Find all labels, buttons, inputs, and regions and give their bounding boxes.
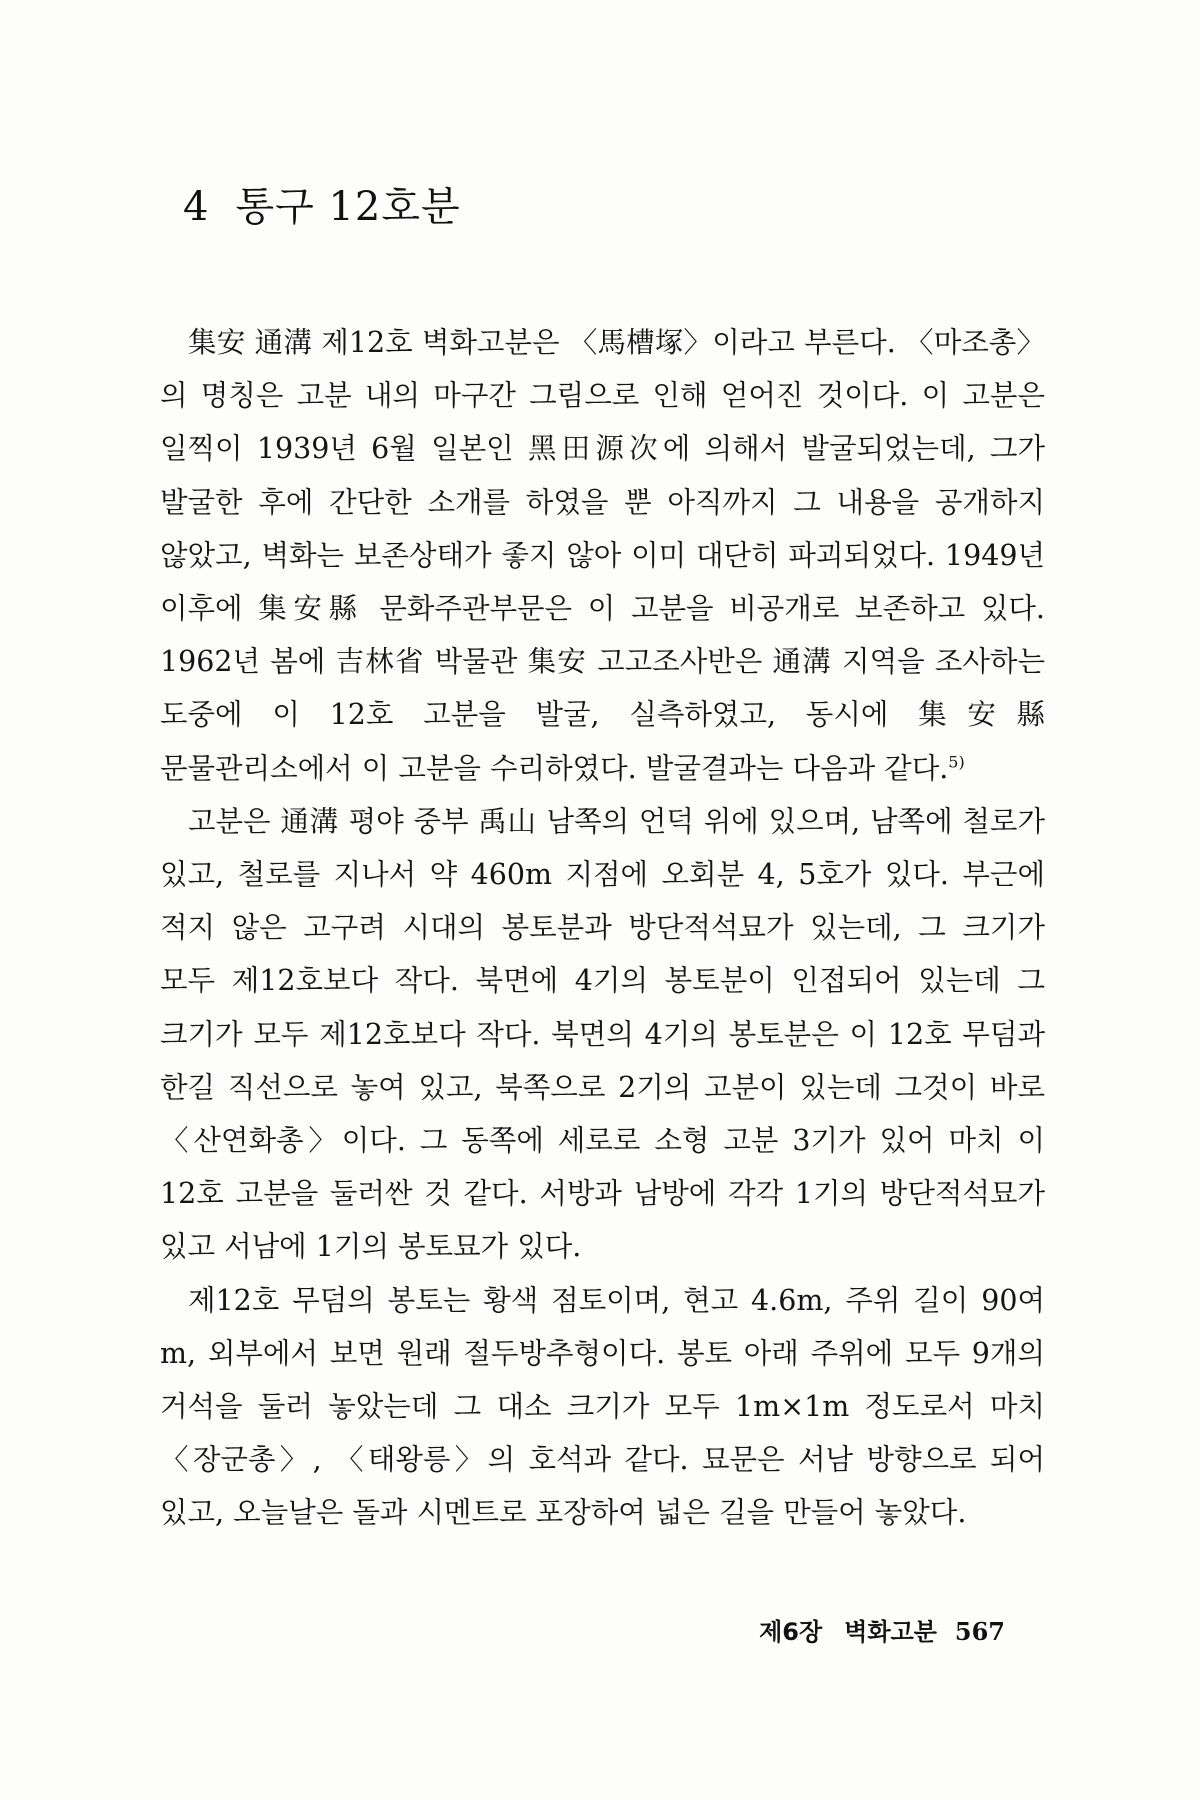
paragraph-3: 제12호 무덤의 봉토는 황색 점토이며, 현고 4.6m, 주위 길이 90여 m, 외부에서 보면 원래 절두방추형이다. 봉토 아래 주위에 모두 9개의 거석을 둘러 놓았는데 그 대소 크기가 모두 1m×1m 정도로서 마치 〈장군총〉, 〈태왕릉〉의 호석과 같다. 묘문은 서남 방향으로 되어 있고, 오늘날은 돌과 시멘트로 포장하여 넓은 길을 만들어 놓았다. xyxy=(160,1283,1045,1530)
footnote-ref: 5) xyxy=(948,752,965,772)
paragraph-1-text: 集安 通溝 제12호 벽화고분은 〈馬槽塚〉이라고 부른다. 〈마조총〉의 명칭은 고분 내의 마구간 그림으로 인해 얻어진 것이다. 이 고분은 일찍이 1939년 6월 일본인 黑田源次에 의해서 발굴되었는데, 그가 발굴한 후에 간단한 소개를 하였을 뿐 아직까지 그 내용을 공개하지 않았고, 벽화는 보존상태가 좋지 않아 이미 대단히 파괴되었다. 1949년 이후에 集安縣 문화주관부문은 이 고분을 비공개로 보존하고 있다. 1962년 봄에 吉林省 박물관 集安 고고조사반은 通溝 지역을 조사하는 도중에 이 12호 고분을 발굴, 실측하였고, 동시에 集安縣 문물관리소에서 이 고분을 수리하였다. 발굴결과는 다음과 같다. xyxy=(160,326,1045,785)
paragraph-1 xyxy=(160,316,1045,795)
section-number: 4 xyxy=(183,184,210,230)
running-footer xyxy=(759,1612,1005,1647)
body-text xyxy=(160,316,1045,1540)
page-number: 567 xyxy=(954,1617,1005,1646)
section-title xyxy=(183,175,461,232)
section-title-text: 통구 12호분 xyxy=(235,184,461,230)
footer-chapter-title: 벽화고분 xyxy=(844,1618,937,1646)
paragraph-2: 고분은 通溝 평야 중부 禹山 남쪽의 언덕 위에 있으며, 남쪽에 철로가 있고, 철로를 지나서 약 460m 지점에 오회분 4, 5호가 있다. 부근에 적지 않은 고구려 시대의 봉토분과 방단적석묘가 있는데, 그 크기가 모두 제12호보다 작다. 북면에 4기의 봉토분이 인접되어 있는데 그 크기가 모두 제12호보다 작다. 북면의 4기의 봉토분은 이 12호 무덤과 한길 직선으로 놓여 있고, 북쪽으로 2기의 고분이 있는데 그것이 바로 〈산연화총〉이다. 그 동쪽에 세로로 소형 고분 3기가 있어 마치 이 12호 고분을 둘러싼 것 같다. 서방과 남방에 각각 1기의 방단적석묘가 있고 서남에 1기의 봉토묘가 있다. xyxy=(160,804,1045,1264)
footer-chapter: 제6장 xyxy=(759,1618,823,1646)
